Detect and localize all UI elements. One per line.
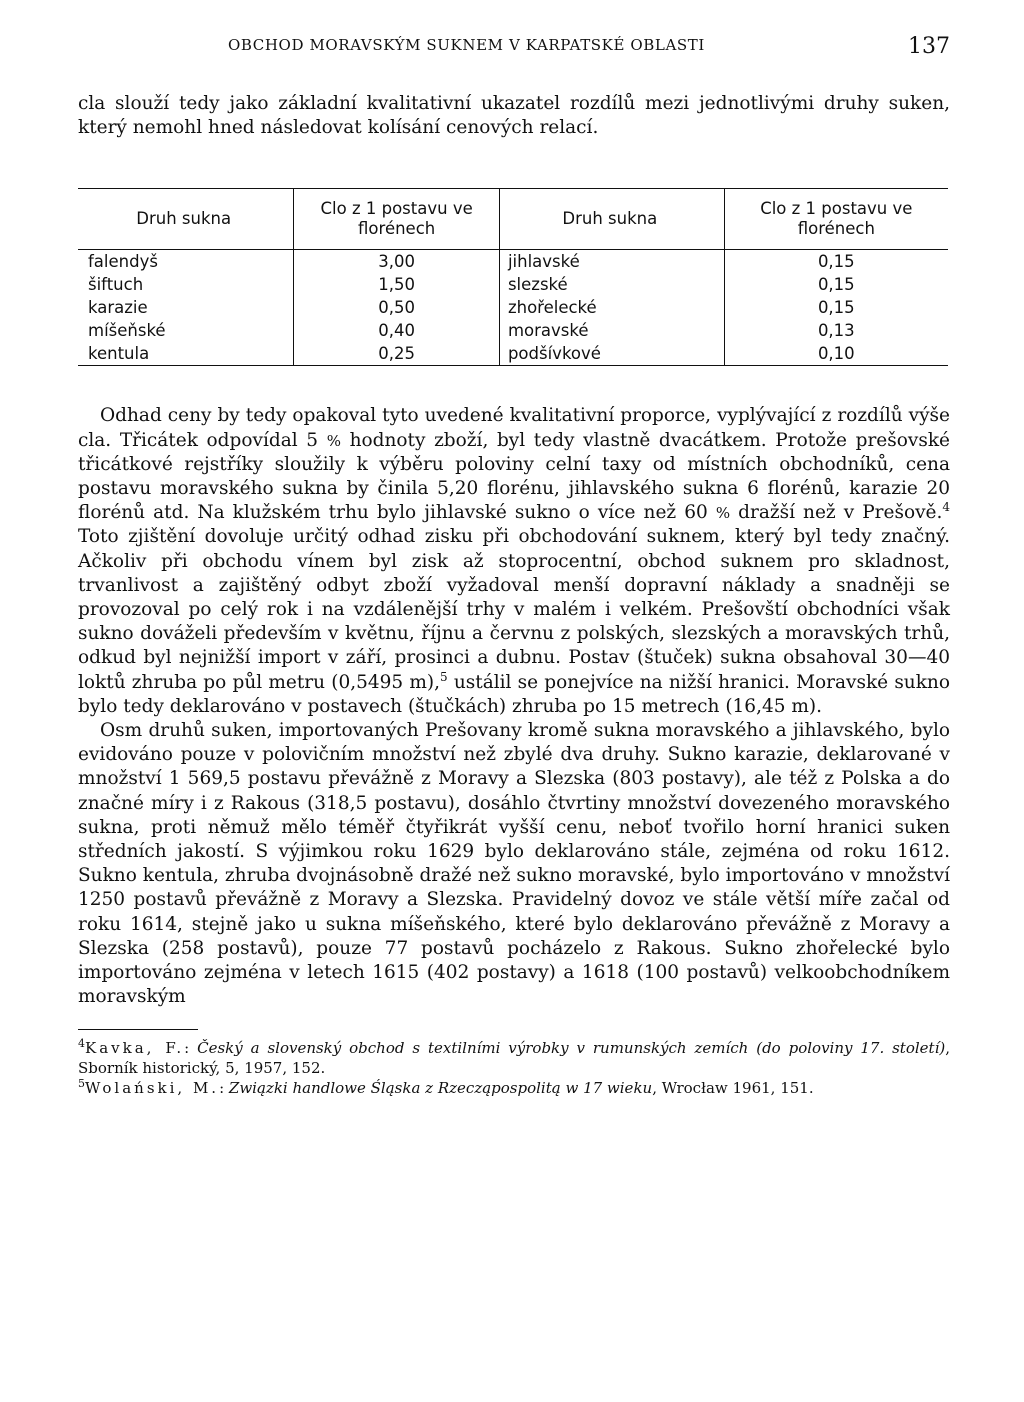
- footnote-author: Kavka, F.: [85, 1039, 185, 1058]
- percent-sign: %: [326, 431, 341, 450]
- table-cell: podšívkové: [499, 342, 724, 366]
- footnote-rest: , Wrocław 1961, 151.: [652, 1079, 814, 1098]
- table-cell: 0,40: [294, 319, 500, 342]
- table-cell: 0,10: [724, 342, 948, 366]
- table-cell: 3,00: [294, 250, 500, 274]
- table-cell: 0,15: [724, 273, 948, 296]
- footnote-title: Český a slovenský obchod s textilními výrobky v rumunských zemích (do poloviny 17. století): [197, 1039, 946, 1058]
- table-cell: karazie: [88, 298, 148, 318]
- text-run: Odhad ceny by tedy opakoval tyto uvedené kvalitativní proporce, vyplývající z rozdílů výše cla. Třicátek odpovídal 5: [78, 405, 950, 451]
- body-paragraph-2: Osm druhů suken, importovaných Prešovany kromě sukna moravského a jihlavského, bylo evidováno pouze v polovičním množství než zbylé dva druhy. Sukno karazie, deklarované v množství 1 569,5 postavu převážně z Moravy a Slezska (803 postavy), ale též z Polska a do značné míry i z Rakous (318,5 postavu), dosáhlo čtvrtiny množství dovezeného moravského sukna, proti němuž mělo téměř čtyřikrát vyšší cenu, neboť tvořilo horní hranici suken středních jakostí. S výjimkou roku 1629 bylo deklarováno stále, zejména od roku 1612. Sukno kentula, zhruba dvojnásobně dražé než sukno moravské, bylo importováno v množství 1250 postavů převážně z Moravy a Slezska. Pravidelný dovoz ve stále větší míře začal od roku 1614, stejně jako u sukna míšeňského, které bylo deklarováno převážně z Moravy a Slezska (258 postavů), pouze 77 postavů pocházelo z Rakous. Sukno zhořelecké bylo importováno zejména v letech 1615 (402 postavy) a 1618 (100 postavů) velkoobchodníkem moravským: [78, 720, 950, 1008]
- header-cell: Druh sukna: [78, 189, 294, 250]
- table-cell: 0,15: [724, 250, 948, 274]
- table-row: [78, 250, 948, 274]
- table-row: [78, 319, 948, 342]
- footnote-ref-5[interactable]: 5: [440, 669, 448, 684]
- table-cell: zhořelecké: [499, 296, 724, 319]
- footnote-rule: [78, 1029, 198, 1038]
- intro-paragraph: cla slouží tedy jako základní kvalitativní ukazatel rozdílů mezi jednotlivými druhy suken, který nemohl hned následovat kolísání cenových relací.: [78, 93, 950, 139]
- body-paragraph-1: [78, 404, 950, 719]
- table-cell: jihlavské: [499, 250, 724, 274]
- table-cell: falendyš: [88, 252, 158, 272]
- text-run: hodnoty zboží, byl tedy vlastně dvacátkem. Protože prešovské třicátkové rejstříky sloužily k výběru poloviny celní taxy od místních obchodníků, cena postavu moravského sukna by činila 5,20 florénu, jihlavského sukna 6 florénů, karazie 20 florénů atd. Na klužském trhu bylo jihlavské sukno o více než 60: [78, 429, 950, 524]
- table-cell: 0,25: [294, 342, 500, 366]
- text-run: ustálil se ponejvíce na nižší hranici. Moravské sukno bylo tedy deklarováno v postavech (štučkách) zhruba po 15 metrech (16,45 m).: [78, 671, 950, 717]
- table-cell: míšeňské: [88, 321, 166, 341]
- percent-sign: %: [715, 504, 731, 523]
- footnote-sep: :: [184, 1039, 198, 1058]
- footnote-5: [78, 1078, 950, 1098]
- page: [78, 24, 950, 1384]
- tariff-table-wrap: [78, 188, 948, 366]
- footnote-title: Związki handlowe Śląska z Rzecząpospolitą w 17 wieku: [228, 1079, 653, 1098]
- table-row: [78, 296, 948, 319]
- footnote-mark: 5: [78, 1077, 85, 1091]
- table-header-row: [78, 189, 948, 250]
- running-head: OBCHOD MORAVSKÝM SUKNEM V KARPATSKÉ OBLASTI: [228, 36, 705, 54]
- header-cell: Druh sukna: [499, 189, 724, 250]
- table-cell: slezské: [499, 273, 724, 296]
- header-cell: Clo z 1 postavu ve florénech: [294, 189, 500, 250]
- tariff-table: [78, 188, 948, 366]
- footnote-sep: :: [219, 1079, 229, 1098]
- footnote-rest: , Sborník historický, 5, 1957, 152.: [78, 1039, 950, 1078]
- table-cell: moravské: [499, 319, 724, 342]
- footnote-author: Wolański, M.: [85, 1079, 220, 1098]
- table-cell: 1,50: [294, 273, 500, 296]
- table-cell: 0,13: [724, 319, 948, 342]
- text-run: Toto zjištění dovoluje určitý odhad zisku při obchodování suknem, který byl tedy značný. Ačkoliv při obchodu vínem byl zisk až stoprocentní, obchod suknem pro skladnost, trvanlivost a zajištěný odbyt zboží vyžadoval menší dopravní náklady a snadněji se provozoval po celý rok i na vzdálenější trhy v malém i velkém. Prešovští obchodníci však sukno dováželi především v květnu, říjnu a červnu z polských, slezských a moravských trhů, odkud byl nejnižší import v září, prosinci a dubnu. Postav (štuček) sukna obsahoval 30—40 loktů zhruba po půl metru (0,5495 m),: [78, 526, 950, 693]
- page-header: [78, 24, 950, 68]
- table-cell: šiftuch: [88, 275, 144, 295]
- footnote-ref-4[interactable]: 4: [942, 500, 951, 515]
- footnote-4: [78, 1038, 950, 1078]
- footnote-mark: 4: [78, 1037, 85, 1051]
- table-cell: 0,15: [724, 296, 948, 319]
- table-cell: 0,50: [294, 296, 500, 319]
- table-cell: kentula: [78, 342, 294, 366]
- table-row: [78, 273, 948, 296]
- page-number: 137: [908, 34, 950, 59]
- table-row: [78, 342, 948, 366]
- header-cell: Clo z 1 postavu ve florénech: [724, 189, 948, 250]
- text-run: dražší než v Prešově.: [730, 502, 943, 524]
